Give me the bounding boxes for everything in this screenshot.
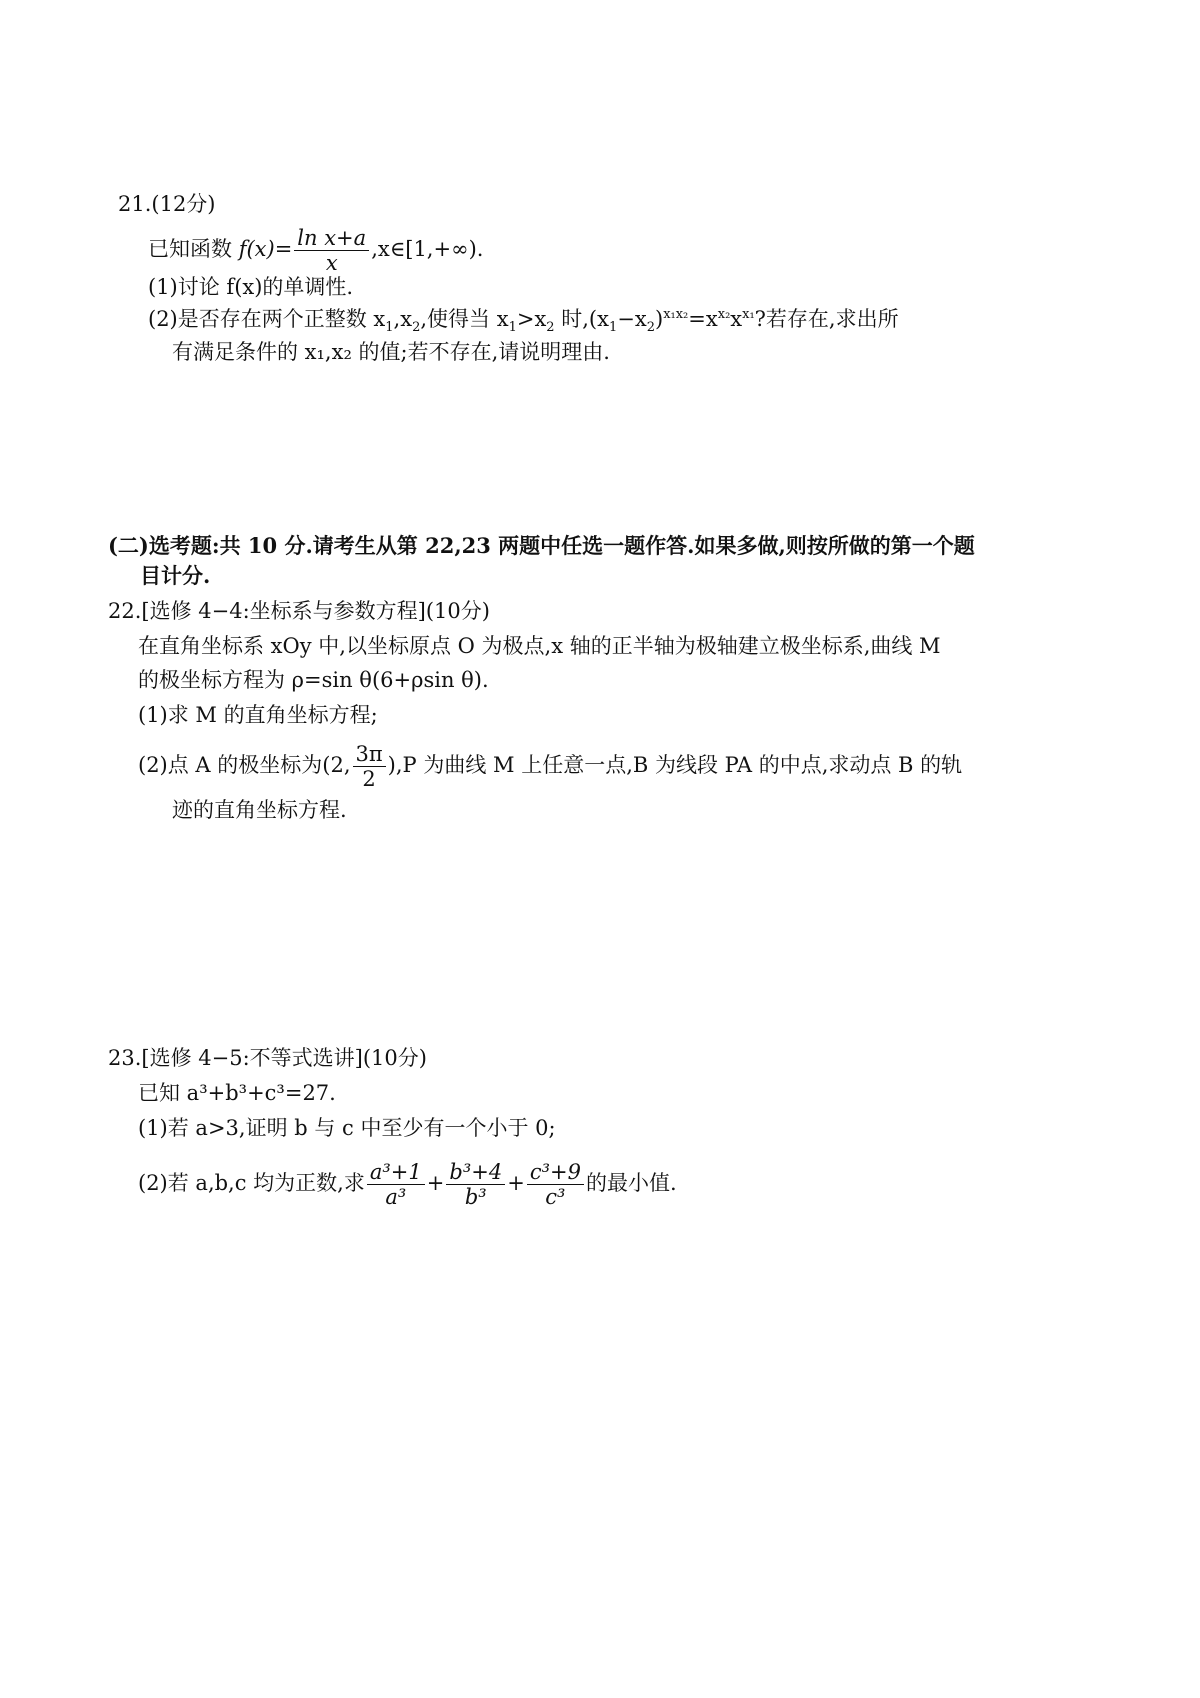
q21-p2-sub2: 2 (412, 320, 421, 336)
q23-f2-num: b³+4 (446, 1160, 505, 1185)
q21-p2-sub4: 2 (546, 320, 555, 336)
q21-part2-line1 (148, 305, 899, 336)
q21-p2-j: ?若存在,求出所 (754, 307, 899, 331)
q21-part2-line2: 有满足条件的 x₁,x₂ 的值;若不存在,请说明理由. (172, 340, 610, 364)
q23-fraction-b (446, 1160, 505, 1209)
q22-fraction (353, 742, 386, 791)
q23-f1-num: a³+1 (367, 1160, 425, 1185)
q22-part2 (138, 742, 962, 791)
q23-f3-num: c³+9 (527, 1160, 584, 1185)
q21-header: 21.(12分) (118, 192, 216, 216)
q23-line1: 已知 a³+b³+c³=27. (138, 1081, 336, 1105)
q21-p2-exp: x₁x₂ (663, 307, 689, 322)
q21-frac-den: x (325, 251, 338, 275)
q21-intro-suffix: ,x∈[1,+∞). (371, 237, 484, 261)
q21-p2-h: =x (688, 307, 718, 331)
q21-intro-prefix: 已知函数 (148, 237, 239, 261)
q22-frac-num: 3π (353, 742, 386, 767)
q23-fraction-c (527, 1160, 584, 1209)
q21-frac-num: ln x+a (294, 226, 369, 251)
q23-part2 (138, 1160, 677, 1209)
q21-p2-hexp: x₂ (717, 307, 731, 322)
section2-line1: (二)选考题:共 10 分.请考生从第 22,23 两题中任选一题作答.如果多做,则按所做的第一个题 (108, 533, 975, 558)
q23-plus-2: + (507, 1171, 525, 1195)
q21-fraction (294, 226, 369, 275)
q22-part1: (1)求 M 的直角坐标方程; (138, 703, 378, 727)
q21-part1: (1)讨论 f(x)的单调性. (148, 275, 354, 299)
q21-p2-sub3: 1 (508, 320, 517, 336)
q23-fraction-a (367, 1160, 425, 1209)
q21-p2-b: ,x (393, 307, 413, 331)
q22-line1: 在直角坐标系 xOy 中,以坐标原点 O 为极点,x 轴的正半轴为极轴建立极坐标系,曲线 M (138, 634, 941, 658)
q23-plus-1: + (426, 1171, 445, 1195)
q21-p2-f: −x (617, 307, 647, 331)
q23-f3-den: c³ (545, 1185, 566, 1209)
q21-p2-sub6: 2 (646, 320, 655, 336)
q21-p2-sub1: 1 (385, 320, 394, 336)
q23-f1-den: a³ (385, 1185, 407, 1209)
q22-p2-suffix: ),P 为曲线 M 上任意一点,B 为线段 PA 的中点,求动点 B 的轨 (387, 753, 963, 777)
q21-p2-g: ) (654, 307, 664, 331)
q21-p2-iexp: x₁ (742, 307, 755, 322)
q21-p2-a: (2)是否存在两个正整数 x (148, 307, 386, 331)
q23-header: 23.[选修 4−5:不等式选讲](10分) (108, 1046, 427, 1070)
q23-f2-den: b³ (464, 1185, 487, 1209)
q23-p2-suffix: 的最小值. (585, 1171, 677, 1195)
q21-p2-i: x (730, 307, 743, 331)
q23-part1: (1)若 a>3,证明 b 与 c 中至少有一个小于 0; (138, 1116, 556, 1140)
q21-p2-d: >x (516, 307, 547, 331)
q23-p2-prefix: (2)若 a,b,c 均为正数,求 (138, 1171, 365, 1195)
q22-frac-den: 2 (362, 767, 376, 791)
q21-p2-e: 时,(x (554, 307, 609, 331)
section2-line2: 目计分. (140, 563, 211, 588)
q22-p2-prefix: (2)点 A 的极坐标为(2, (138, 753, 351, 777)
q22-header: 22.[选修 4−4:坐标系与参数方程](10分) (108, 599, 490, 623)
q22-part2-line2: 迹的直角坐标方程. (172, 798, 347, 822)
q21-intro (148, 226, 483, 275)
q22-line2: 的极坐标方程为 ρ=sin θ(6+ρsin θ). (138, 668, 489, 692)
q21-fx: f(x)= (238, 237, 293, 261)
q21-p2-c: ,使得当 x (420, 307, 509, 331)
q21-p2-sub5: 1 (608, 320, 618, 336)
